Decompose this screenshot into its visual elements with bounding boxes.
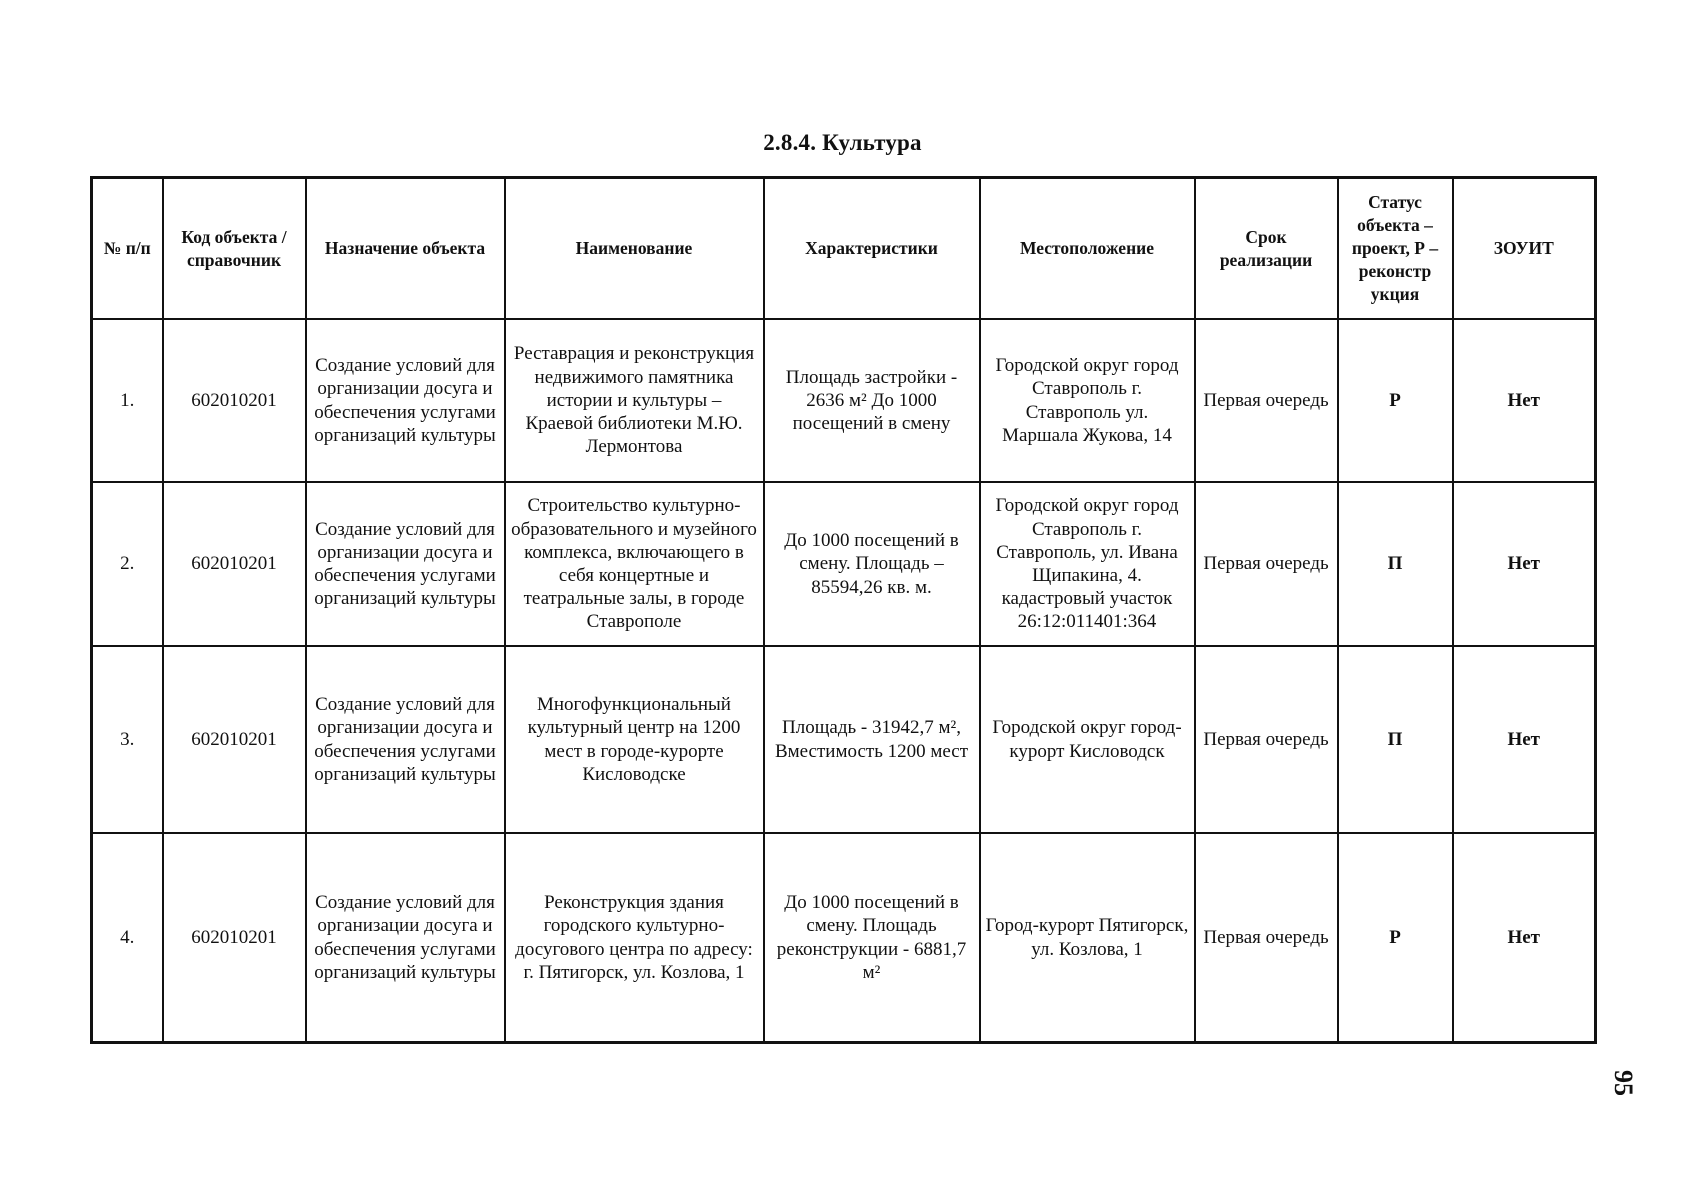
object-location: Город-курорт Пятигорск, ул. Козлова, 1 <box>980 833 1195 1043</box>
row-number: 1. <box>92 319 163 482</box>
object-status: П <box>1338 482 1453 646</box>
page-number: 95 <box>1609 1070 1638 1096</box>
row-number: 2. <box>92 482 163 646</box>
header-term: Срок реализации <box>1195 178 1338 320</box>
object-location: Городской округ город Ставрополь г. Ставрополь, ул. Ивана Щипакина, 4. кадастровый участок 26:12:011401:364 <box>980 482 1195 646</box>
object-location: Городской округ город Ставрополь г. Ставрополь ул. Маршала Жукова, 14 <box>980 319 1195 482</box>
object-term: Первая очередь <box>1195 319 1338 482</box>
object-characteristics: До 1000 посещений в смену. Площадь реконструкции - 6881,7 м² <box>764 833 980 1043</box>
object-characteristics: Площадь застройки - 2636 м² До 1000 посещений в смену <box>764 319 980 482</box>
object-purpose: Создание условий для организации досуга и обеспечения услугами организаций культуры <box>306 833 505 1043</box>
table-row <box>92 646 1596 833</box>
object-code: 602010201 <box>163 319 306 482</box>
object-term: Первая очередь <box>1195 482 1338 646</box>
header-status: Статус объекта – проект, Р – реконстр укция <box>1338 178 1453 320</box>
header-location: Местоположение <box>980 178 1195 320</box>
object-characteristics: До 1000 посещений в смену. Площадь – 85594,26 кв. м. <box>764 482 980 646</box>
object-zouit: Нет <box>1453 319 1596 482</box>
page-title: 2.8.4. Культура <box>763 130 922 155</box>
header-name: Наименование <box>505 178 764 320</box>
culture-objects-table <box>90 176 1597 1044</box>
header-characteristics: Характеристики <box>764 178 980 320</box>
row-number: 4. <box>92 833 163 1043</box>
object-code: 602010201 <box>163 482 306 646</box>
object-characteristics: Площадь - 31942,7 м², Вместимость 1200 мест <box>764 646 980 833</box>
object-zouit: Нет <box>1453 833 1596 1043</box>
object-code: 602010201 <box>163 833 306 1043</box>
object-name: Реконструкция здания городского культурно-досугового центра по адресу: г. Пятигорск, ул. Козлова, 1 <box>505 833 764 1043</box>
table-row <box>92 833 1596 1043</box>
object-status: П <box>1338 646 1453 833</box>
object-name: Реставрация и реконструкция недвижимого памятника истории и культуры – Краевой библиотеки М.Ю. Лермонтова <box>505 319 764 482</box>
table-row <box>92 319 1596 482</box>
header-zouit: ЗОУИТ <box>1453 178 1596 320</box>
object-name: Многофункциональный культурный центр на 1200 мест в городе-курорте Кисловодске <box>505 646 764 833</box>
row-number: 3. <box>92 646 163 833</box>
object-zouit: Нет <box>1453 482 1596 646</box>
object-status: Р <box>1338 833 1453 1043</box>
header-number: № п/п <box>92 178 163 320</box>
table-row <box>92 482 1596 646</box>
object-purpose: Создание условий для организации досуга и обеспечения услугами организаций культуры <box>306 319 505 482</box>
header-code: Код объекта / справочник <box>163 178 306 320</box>
object-purpose: Создание условий для организации досуга и обеспечения услугами организаций культуры <box>306 482 505 646</box>
object-status: Р <box>1338 319 1453 482</box>
object-purpose: Создание условий для организации досуга и обеспечения услугами организаций культуры <box>306 646 505 833</box>
table-header-row <box>92 178 1596 320</box>
object-term: Первая очередь <box>1195 833 1338 1043</box>
header-purpose: Назначение объекта <box>306 178 505 320</box>
object-code: 602010201 <box>163 646 306 833</box>
object-name: Строительство культурно-образовательного и музейного комплекса, включающего в себя концертные и театральные залы, в городе Ставрополе <box>505 482 764 646</box>
object-location: Городской округ город-курорт Кисловодск <box>980 646 1195 833</box>
object-zouit: Нет <box>1453 646 1596 833</box>
object-term: Первая очередь <box>1195 646 1338 833</box>
